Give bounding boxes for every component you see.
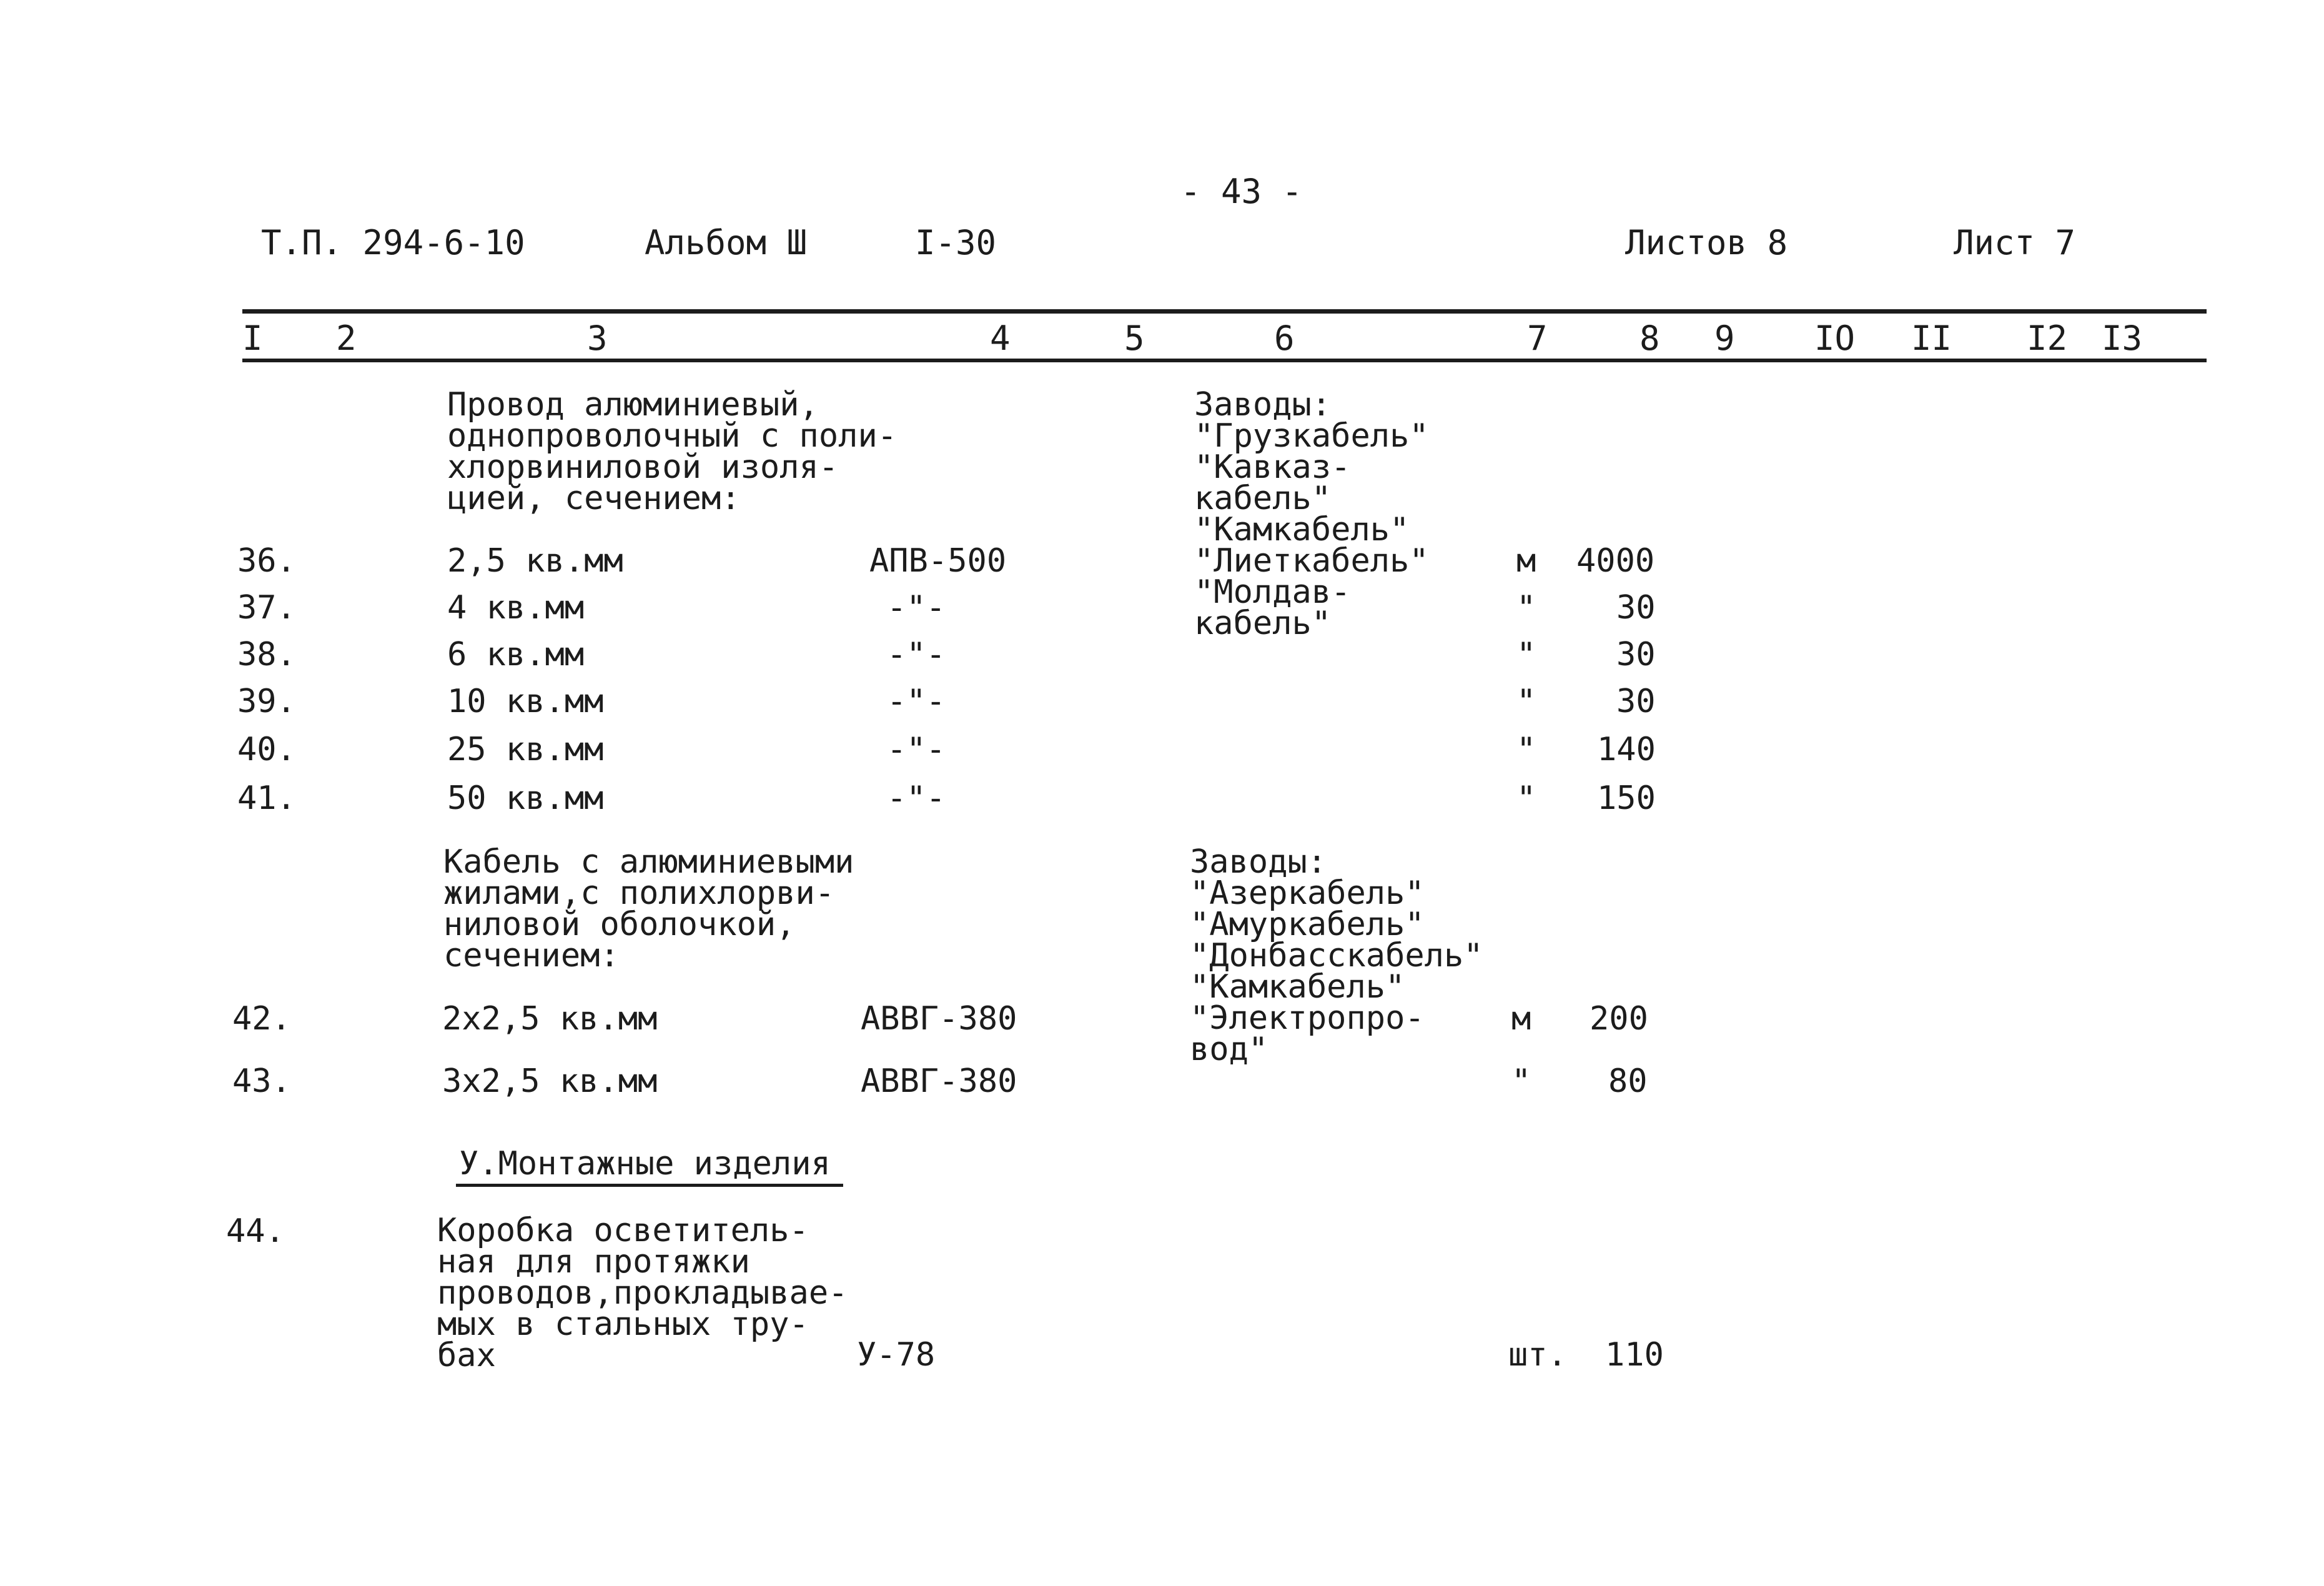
item-name: 50 кв.мм	[447, 780, 604, 817]
item-unit: "	[1516, 780, 1536, 817]
section-heading: У.Монтажные изделия	[459, 1145, 831, 1182]
column-number: I3	[2102, 319, 2143, 358]
section-title: Провод алюминиевый, однопроволочный с поли- хлорвиниловой изоля- цией, сечением:	[447, 386, 897, 517]
item-name: 2,5 кв.мм	[447, 542, 623, 580]
column-number: 2	[336, 319, 357, 358]
item-mark: АВВГ-380	[861, 1000, 1017, 1038]
manufacturer-list: Заводы: "Азеркабель" "Амуркабель" "Донбасскабель" "Камкабель" "Электропро- вод"	[1190, 843, 1483, 1068]
column-number: 6	[1274, 319, 1295, 358]
item-name: 3х2,5 кв.мм	[442, 1063, 658, 1100]
sheets-total: Листов 8	[1625, 223, 1788, 262]
album-label: Альбом Ш	[645, 223, 808, 262]
item-quantity: 110	[1605, 1336, 1664, 1374]
column-number: 9	[1714, 319, 1735, 358]
section-title: Кабель с алюминиевыми жилами,с полихлорви- ниловой оболочкой, сечением:	[443, 843, 854, 974]
item-number: 44.	[226, 1212, 285, 1250]
item-quantity: 30	[1616, 636, 1656, 673]
item-quantity: 30	[1616, 683, 1656, 720]
manufacturer-list: Заводы: "Грузкабель" "Кавказ- кабель" "Камкабель" "Лиеткабель" "Молдав- кабель"	[1194, 386, 1429, 642]
column-number: 5	[1124, 319, 1145, 358]
item-unit: шт.	[1508, 1336, 1567, 1374]
item-mark: -"-	[887, 683, 946, 720]
item-unit: м	[1516, 542, 1536, 580]
section-heading-underline	[456, 1184, 843, 1187]
item-number: 41.	[237, 780, 296, 817]
item-quantity: 200	[1590, 1000, 1648, 1038]
column-number: 4	[990, 319, 1011, 358]
item-unit: "	[1516, 589, 1536, 627]
column-number: I	[242, 319, 263, 358]
item-unit: "	[1516, 636, 1536, 673]
item-name: 6 кв.мм	[447, 636, 585, 673]
item-quantity: 30	[1616, 589, 1656, 627]
item-unit: м	[1511, 1000, 1531, 1038]
item-number: 39.	[237, 683, 296, 720]
item-quantity: 80	[1608, 1063, 1648, 1100]
table-header-rule	[242, 359, 2207, 362]
item-unit: "	[1516, 683, 1536, 720]
item-quantity: 4000	[1576, 542, 1655, 580]
item-number: 40.	[237, 731, 296, 768]
item-number: 37.	[237, 589, 296, 627]
column-number: 8	[1639, 319, 1660, 358]
item-quantity: 150	[1597, 780, 1656, 817]
sheet-number: Лист 7	[1954, 223, 2076, 262]
item-mark: -"-	[887, 731, 946, 768]
item-unit: "	[1516, 731, 1536, 768]
item-mark: АПВ-500	[869, 542, 1007, 580]
column-number: 3	[587, 319, 608, 358]
item-number: 43.	[232, 1063, 291, 1100]
item-number: 38.	[237, 636, 296, 673]
project-code: Т.П. 294-6-10	[261, 223, 525, 262]
item-quantity: 140	[1597, 731, 1656, 768]
item-name: 10 кв.мм	[447, 683, 604, 720]
item-name: 4 кв.мм	[447, 589, 585, 627]
page-number: - 43 -	[1180, 172, 1303, 211]
item-mark: У-78	[857, 1336, 936, 1374]
item-mark: -"-	[887, 589, 946, 627]
item-mark: -"-	[887, 780, 946, 817]
item-name: 2х2,5 кв.мм	[442, 1000, 658, 1038]
item-unit: "	[1511, 1063, 1531, 1100]
item-name: 25 кв.мм	[447, 731, 604, 768]
table-top-rule	[242, 309, 2207, 314]
item-mark: -"-	[887, 636, 946, 673]
item-number: 42.	[232, 1000, 291, 1038]
column-number: I2	[2027, 319, 2068, 358]
item-number: 36.	[237, 542, 296, 580]
item-mark: АВВГ-380	[861, 1063, 1017, 1100]
document-code: I-30	[915, 223, 997, 262]
column-number: 7	[1527, 319, 1548, 358]
column-number: II	[1911, 319, 1952, 358]
item-name: Коробка осветитель- ная для протяжки проводов,прокладывае- мых в стальных тру- бах	[437, 1212, 848, 1374]
column-number: IO	[1814, 319, 1856, 358]
